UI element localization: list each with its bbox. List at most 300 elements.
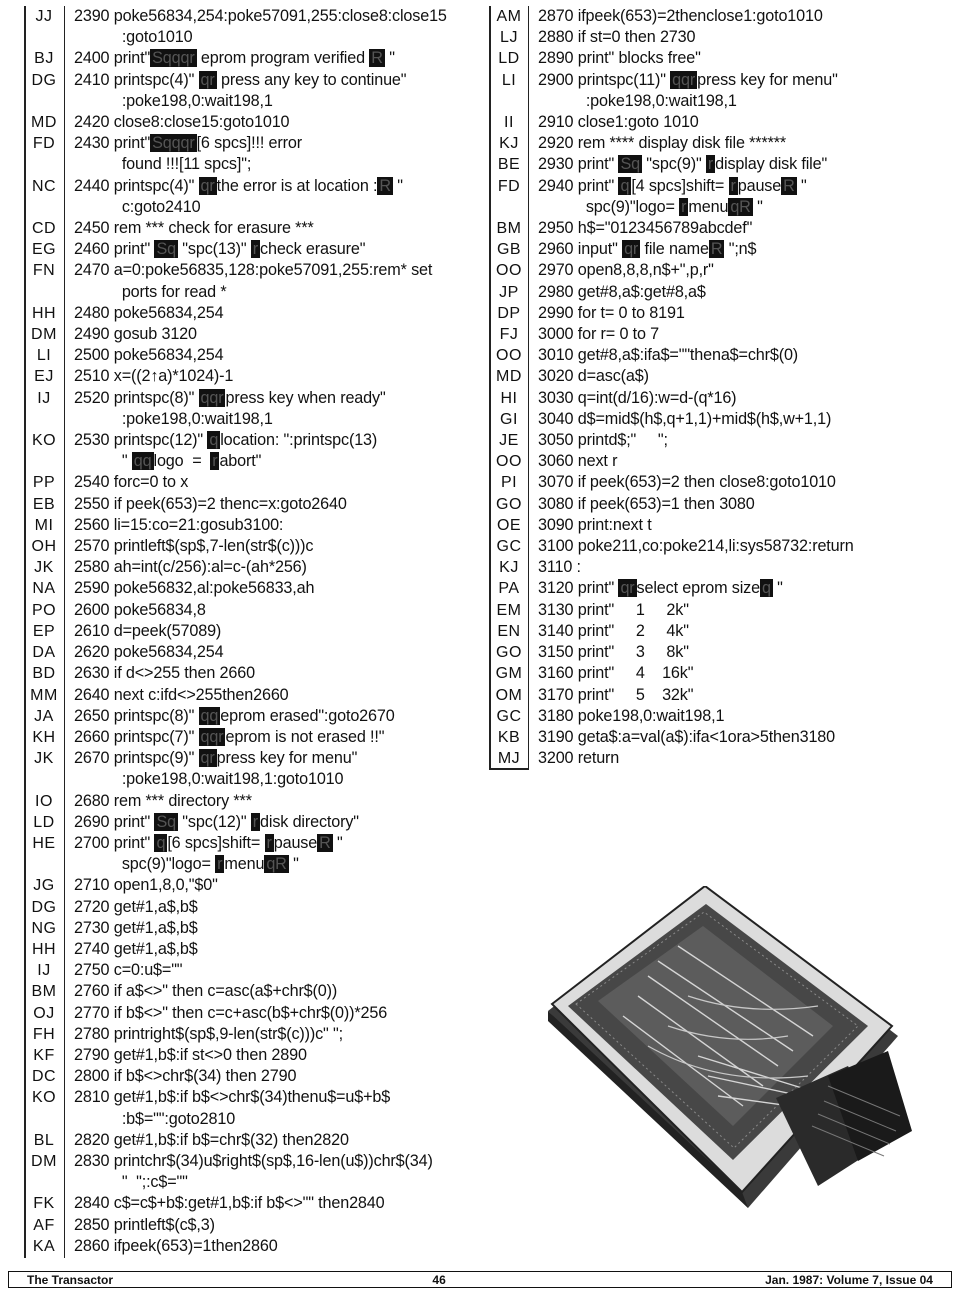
listing-row	[24, 303, 476, 324]
checksum-code: FH	[32, 1025, 56, 1043]
listing-row	[490, 494, 952, 515]
checksum-code: BL	[33, 1131, 55, 1149]
checksum-code: AM	[496, 8, 522, 25]
listing-row	[24, 494, 476, 515]
listing-row	[490, 324, 952, 345]
listing-row	[490, 621, 952, 642]
basic-code-line: 3000 for r= 0 to 7	[538, 325, 660, 344]
page-footer	[8, 1271, 952, 1288]
listing-left-column	[24, 6, 476, 1257]
checksum-code: NA	[32, 580, 56, 598]
checksum-code: PA	[498, 580, 520, 598]
reverse-video-control-code: qR	[266, 855, 287, 874]
reverse-video-control-code: r	[681, 197, 687, 216]
listing-row	[24, 791, 476, 812]
basic-code-line: found !!![11 spcs]";	[74, 155, 252, 174]
checksum-code: II	[504, 114, 514, 132]
listing-row	[24, 854, 476, 875]
checksum-code: FJ	[499, 326, 519, 344]
reverse-video-control-code: r	[212, 452, 218, 471]
basic-code-line: 2530 printspc(12)" q location: ":printspc(13)	[74, 431, 378, 450]
reverse-video-control-code: Sq	[156, 812, 176, 831]
checksum-code: NG	[31, 919, 57, 937]
basic-code-line: 2390 poke56834,254:poke57091,255:close8:close15	[74, 7, 447, 25]
basic-code-line: 3080 if peek(653)=1 then 3080	[538, 494, 755, 513]
checksum-code: OH	[31, 538, 57, 556]
basic-code-line: 3060 next r	[538, 452, 618, 471]
basic-code-line: 2680 rem *** directory ***	[74, 791, 252, 810]
listing-row	[24, 1172, 476, 1193]
listing-row	[490, 345, 952, 366]
basic-code-line: 2800 if b$<>chr$(34) then 2790	[74, 1067, 297, 1086]
listing-row	[490, 748, 952, 769]
listing-row	[490, 536, 952, 557]
checksum-code: DG	[31, 898, 57, 916]
checksum-code: GO	[496, 495, 522, 513]
listing-row	[490, 112, 952, 133]
basic-code-line: 2780 printright$(sp$,9-len(str$(c)))c" ";	[74, 1024, 343, 1043]
basic-code-line: 2460 print" Sq "spc(13)" r check erasure"	[74, 240, 366, 259]
listing-row	[24, 663, 476, 684]
basic-code-line: 2570 printleft$(sp$,7-len(str$(c)))c	[74, 537, 314, 556]
basic-code-line: 3100 poke211,co:poke214,li:sys58732:return	[538, 537, 854, 556]
reverse-video-control-code: R	[371, 49, 383, 68]
basic-code-line: 2560 li=15:co=21:gosub3100:	[74, 515, 284, 534]
checksum-code: BJ	[34, 50, 54, 68]
basic-code-line: :poke198,0:wait198,1	[74, 91, 273, 110]
checksum-code: BD	[32, 665, 56, 683]
reverse-video-control-code: qr	[620, 579, 635, 598]
basic-code-line: 2630 if d<>255 then 2660	[74, 664, 255, 683]
listing-right-column	[490, 6, 952, 769]
publication-name: The Transactor	[27, 1272, 114, 1287]
checksum-code: EM	[496, 601, 522, 619]
checksum-code: OO	[496, 453, 522, 471]
listing-row	[24, 1087, 476, 1108]
checksum-code: BM	[496, 220, 522, 238]
listing-row	[24, 1045, 476, 1066]
basic-code-line: 2720 get#1,a$,b$	[74, 897, 198, 916]
reverse-video-control-code: r	[730, 176, 736, 195]
basic-code-line: 2640 next c:ifd<>255then2660	[74, 685, 289, 704]
listing-row	[24, 557, 476, 578]
listing-row	[490, 27, 952, 48]
basic-code-line: 2740 get#1,a$,b$	[74, 939, 198, 958]
checksum-code: MJ	[497, 750, 521, 768]
basic-code-line: 2710 open1,8,0,"$0"	[74, 876, 218, 895]
reverse-video-control-code: q	[620, 176, 630, 195]
basic-code-line: 3140 print" 2 4k"	[538, 621, 689, 640]
basic-code-line: 2850 printleft$(c$,3)	[74, 1215, 215, 1234]
reverse-video-control-code: qr	[200, 176, 215, 195]
checksum-code: LJ	[500, 29, 518, 47]
basic-code-line: 2830 printchr$(34)u$right$(sp$,16-len(u$))chr$(34)	[74, 1151, 433, 1170]
listing-row	[24, 27, 476, 48]
listing-row	[24, 133, 476, 154]
basic-code-line: 3040 d$=mid$(h$,q+1,1)+mid$(h$,w+1,1)	[538, 409, 832, 428]
basic-code-line: spc(9)"logo= r menu qR "	[74, 855, 299, 874]
listing-row	[24, 218, 476, 239]
checksum-code: JE	[499, 432, 519, 450]
checksum-code: FK	[33, 1195, 55, 1213]
listing-row	[24, 1130, 476, 1151]
checksum-code: JG	[33, 877, 55, 895]
checksum-code: EG	[31, 241, 57, 259]
basic-code-line: 3020 d=asc(a$)	[538, 367, 649, 386]
basic-code-line: 2870 ifpeek(653)=2thenclose1:goto1010	[538, 7, 823, 25]
reverse-video-control-code: R	[319, 833, 331, 852]
basic-code-line: 3160 print" 4 16k"	[538, 664, 694, 683]
basic-code-line: 2660 printspc(7)" qqr eprom is not erased !!"	[74, 727, 385, 746]
basic-code-line: 2420 close8:close15:goto1010	[74, 113, 290, 132]
checksum-code: HI	[500, 389, 518, 407]
basic-code-line: 2860 ifpeek(653)=1then2860	[74, 1236, 278, 1255]
checksum-code: FN	[32, 262, 56, 280]
checksum-code: OJ	[33, 1004, 55, 1022]
basic-code-line: 2750 c=0:u$=""	[74, 961, 183, 980]
listing-row	[24, 472, 476, 493]
reverse-video-control-code: R	[783, 176, 795, 195]
listing-row	[24, 430, 476, 451]
listing-row	[24, 748, 476, 769]
listing-row	[24, 727, 476, 748]
listing-row	[24, 897, 476, 918]
listing-row	[24, 112, 476, 133]
basic-code-line: 2880 if st=0 then 2730	[538, 28, 696, 47]
reverse-video-control-code: Sqqqr	[152, 49, 195, 68]
reverse-video-control-code: qr	[624, 240, 639, 259]
checksum-code: GC	[496, 538, 522, 556]
reverse-video-control-code: r	[217, 855, 223, 874]
basic-code-line: 2840 c$=c$+b$:get#1,b$:if b$<>"" then2840	[74, 1194, 385, 1213]
basic-code-line: 2930 print" Sq "spc(9)" r display disk file"	[538, 155, 828, 174]
checksum-code: DC	[31, 1068, 57, 1086]
reverse-video-control-code: r	[266, 833, 272, 852]
listing-row	[490, 685, 952, 706]
checksum-code: EJ	[34, 368, 54, 386]
listing-row	[490, 6, 952, 27]
basic-code-line: 2620 poke56834,254	[74, 643, 224, 662]
reverse-video-control-code: qr	[200, 749, 215, 768]
basic-code-line: 2470 a=0:poke56835,128:poke57091,255:rem* set	[74, 261, 433, 280]
reverse-video-control-code: qqr	[672, 70, 696, 89]
basic-code-line: 2440 printspc(4)" qr the error is at location : R "	[74, 176, 403, 195]
checksum-code: LD	[33, 813, 55, 831]
checksum-code: GI	[500, 410, 518, 428]
basic-code-line: 2450 rem *** check for erasure ***	[74, 219, 314, 238]
checksum-code: GO	[496, 644, 522, 662]
checksum-code: JJ	[35, 8, 53, 25]
checksum-code: KO	[31, 1089, 57, 1107]
listing-row	[24, 536, 476, 557]
listing-row	[24, 48, 476, 69]
listing-row	[24, 960, 476, 981]
listing-row	[490, 727, 952, 748]
basic-code-line: 2980 get#8,a$:get#8,a$	[538, 282, 706, 301]
basic-code-line: 3010 get#8,a$:ifa$=""thena$=chr$(0)	[538, 346, 799, 365]
basic-code-line: 2910 close1:goto 1010	[538, 113, 699, 132]
listing-row	[490, 154, 952, 175]
listing-row	[490, 409, 952, 430]
circuit-board-photo	[528, 886, 914, 1216]
checksum-code: KB	[497, 728, 521, 746]
reverse-video-control-code: r	[252, 240, 259, 259]
basic-code-line: :poke198,0:wait198,1	[74, 409, 273, 428]
basic-code-line: 2670 printspc(9)" qr press key for menu"	[74, 749, 358, 768]
basic-code-line: 2550 if peek(653)=2 thenc=x:goto2640	[74, 494, 347, 513]
checksum-code: DM	[31, 1152, 57, 1170]
listing-row	[490, 430, 952, 451]
basic-code-line: 2580 ah=int(c/256):al=c-(ah*256)	[74, 558, 307, 577]
checksum-code: HH	[31, 304, 57, 322]
listing-row	[24, 875, 476, 896]
listing-row	[24, 366, 476, 387]
checksum-code: CD	[31, 220, 57, 238]
listing-row	[490, 197, 952, 218]
listing-row	[490, 388, 952, 409]
listing-row	[490, 706, 952, 727]
basic-code-line: 3180 poke198,0:wait198,1	[538, 706, 725, 725]
checksum-code: KH	[32, 728, 56, 746]
basic-code-line: :poke198,0:wait198,1	[538, 91, 737, 110]
basic-code-line: 3070 if peek(653)=2 then close8:goto1010	[538, 473, 836, 492]
basic-code-line: 2540 forc=0 to x	[74, 473, 189, 492]
checksum-code: GB	[496, 241, 522, 259]
basic-code-line: 2500 poke56834,254	[74, 346, 224, 365]
listing-row	[490, 48, 952, 69]
checksum-code: KJ	[499, 135, 519, 153]
checksum-code: KJ	[499, 559, 519, 577]
listing-row	[24, 1215, 476, 1236]
checksum-code: KO	[31, 432, 57, 450]
basic-code-line: 2600 poke56834,8	[74, 600, 206, 619]
reverse-video-control-code: q	[156, 833, 166, 852]
basic-code-line: 2400 print" Sqqqr eprom program verified R "	[74, 49, 395, 68]
listing-row	[24, 239, 476, 260]
listing-row	[24, 1109, 476, 1130]
checksum-code: GC	[496, 707, 522, 725]
listing-row	[24, 981, 476, 1002]
checksum-code: OE	[496, 516, 522, 534]
listing-row	[24, 451, 476, 472]
reverse-video-control-code: qq	[200, 706, 219, 725]
listing-row	[24, 91, 476, 112]
listing-row	[24, 1236, 476, 1257]
checksum-code: EB	[32, 495, 56, 513]
board-photo-shapes	[548, 886, 912, 1208]
listing-row	[24, 1066, 476, 1087]
reverse-video-control-code: Sq	[620, 155, 640, 174]
basic-code-line: 2770 if b$<>" then c=c+asc(b$+chr$(0))*256	[74, 1003, 388, 1022]
checksum-code: PI	[500, 474, 518, 492]
basic-code-line: 2990 for t= 0 to 8191	[538, 303, 685, 322]
checksum-code: JK	[34, 750, 54, 768]
listing-row	[490, 133, 952, 154]
listing-row	[24, 260, 476, 281]
basic-code-line: 3050 printd$;" ";	[538, 431, 668, 450]
listing-row	[24, 70, 476, 91]
listing-row	[24, 918, 476, 939]
checksum-code: DP	[497, 304, 521, 322]
checksum-code: FD	[497, 177, 521, 195]
reverse-video-control-code: qR	[730, 197, 751, 216]
reverse-video-control-code: qq	[133, 452, 152, 471]
listing-row	[24, 769, 476, 790]
listing-row	[490, 366, 952, 387]
checksum-code: LI	[36, 347, 52, 365]
checksum-code: MI	[34, 516, 54, 534]
listing-row	[24, 1193, 476, 1214]
listing-row	[490, 176, 952, 197]
checksum-code: PP	[32, 474, 56, 492]
basic-code-line: 2820 get#1,b$:if b$=chr$(32) then2820	[74, 1130, 349, 1149]
checksum-code: NC	[31, 177, 57, 195]
basic-code-line: ports for read *	[74, 282, 227, 301]
listing-row	[24, 154, 476, 175]
listing-row	[24, 706, 476, 727]
basic-code-line: 2950 h$="0123456789abcdef"	[538, 219, 753, 238]
listing-row	[490, 239, 952, 260]
basic-code-line: 3030 q=int(d/16):w=d-(q*16)	[538, 388, 737, 407]
basic-code-line: 2890 print" blocks free"	[538, 49, 701, 68]
reverse-video-control-code: Sqqqr	[152, 134, 195, 153]
listing-row	[24, 388, 476, 409]
checksum-code: PO	[31, 601, 57, 619]
listing-row	[24, 685, 476, 706]
checksum-code: HH	[31, 940, 57, 958]
listing-row	[24, 176, 476, 197]
checksum-code: AF	[33, 1216, 55, 1234]
reverse-video-control-code: R	[710, 240, 723, 259]
listing-row	[490, 472, 952, 493]
checksum-code: JK	[34, 559, 54, 577]
basic-code-line: 3110 :	[538, 558, 581, 577]
checksum-code: EP	[32, 622, 56, 640]
listing-row	[24, 939, 476, 960]
checksum-code: MM	[30, 686, 58, 704]
basic-code-line: 2900 printspc(11)" qqr press key for menu"	[538, 70, 838, 89]
checksum-code: BM	[31, 983, 57, 1001]
reverse-video-control-code: q	[209, 431, 219, 450]
basic-code-line: :poke198,0:wait198,1:goto1010	[74, 770, 344, 789]
checksum-code: KF	[33, 1046, 55, 1064]
checksum-code: IO	[35, 792, 53, 810]
reverse-video-control-code: qqr	[200, 388, 224, 407]
basic-code-line: 2700 print" q [6 spcs]shift= r pause R "	[74, 833, 343, 852]
checksum-code: OM	[495, 686, 523, 704]
checksum-code: IJ	[37, 389, 51, 407]
checksum-code: DA	[32, 644, 56, 662]
reverse-video-control-code: Sq	[156, 240, 176, 259]
basic-code-line: " qq logo = r abort"	[74, 452, 262, 471]
page-number: 46	[432, 1272, 446, 1287]
listing-row	[24, 1151, 476, 1172]
listing-row	[24, 833, 476, 854]
listing-row	[490, 600, 952, 621]
listing-row	[24, 345, 476, 366]
basic-code-line: 2520 printspc(8)" qqr press key when ready"	[74, 388, 386, 407]
basic-code-line: 2490 gosub 3120	[74, 325, 197, 344]
listing-row	[490, 515, 952, 536]
basic-code-line: 3090 print:next t	[538, 515, 652, 534]
checksum-code: MD	[496, 368, 522, 386]
listing-row	[24, 600, 476, 621]
checksum-code: OO	[496, 347, 522, 365]
listing-row	[24, 515, 476, 536]
basic-code-line: " ";:c$=""	[74, 1173, 188, 1192]
basic-code-line: 2730 get#1,a$,b$	[74, 918, 198, 937]
listing-row	[24, 1024, 476, 1045]
basic-code-line: 2810 get#1,b$:if b$<>chr$(34)thenu$=u$+b$	[74, 1088, 391, 1107]
basic-code-line: 2690 print" Sq "spc(12)" r disk directory"	[74, 812, 359, 831]
basic-code-line: 3150 print" 3 8k"	[538, 643, 689, 662]
listing-row	[24, 282, 476, 303]
basic-code-line: 2430 print" Sqqqr [6 spcs]!!! error	[74, 134, 302, 153]
listing-row	[24, 812, 476, 833]
basic-code-line: c:goto2410	[74, 197, 201, 216]
checksum-code: JP	[499, 283, 519, 301]
checksum-code: LI	[501, 71, 517, 89]
checksum-code: BE	[497, 156, 521, 174]
basic-code-line: 2480 poke56834,254	[74, 303, 224, 322]
listing-row	[490, 70, 952, 91]
basic-code-line: 2650 printspc(8)" qq eprom erased":goto2670	[74, 706, 395, 725]
basic-code-line: 2410 printspc(4)" qr press any key to continue"	[74, 70, 407, 89]
basic-code-line: 3190 geta$:a=val(a$):ifa<1ora>5then3180	[538, 727, 836, 746]
checksum-code: FD	[32, 135, 56, 153]
checksum-code: DM	[31, 326, 57, 344]
listing-row	[24, 6, 476, 27]
reverse-video-control-code: R	[379, 176, 391, 195]
listing-row	[24, 578, 476, 599]
listing-row	[24, 324, 476, 345]
listing-row	[490, 451, 952, 472]
basic-code-line: 2590 poke56832,al:poke56833,ah	[74, 579, 315, 598]
checksum-code: EN	[497, 622, 521, 640]
listing-row	[490, 303, 952, 324]
basic-code-line: spc(9)"logo= r menu qR "	[538, 197, 763, 216]
basic-code-line: 2970 open8,8,8,n$+",p,r"	[538, 261, 714, 280]
checksum-code: JA	[34, 707, 54, 725]
checksum-code: OO	[496, 262, 522, 280]
basic-code-line: :b$="":goto2810	[74, 1109, 236, 1128]
listing-row	[490, 578, 952, 599]
listing-row	[24, 409, 476, 430]
listing-row	[490, 218, 952, 239]
checksum-code: KA	[32, 1237, 56, 1255]
reverse-video-control-code: r	[707, 155, 714, 174]
basic-code-line: 2960 input" qr file name R ";n$	[538, 240, 757, 259]
basic-code-line: 2920 rem **** display disk file ******	[538, 134, 787, 153]
reverse-video-control-code: qr	[200, 70, 215, 89]
listing-row	[24, 642, 476, 663]
issue-info: Jan. 1987: Volume 7, Issue 04	[765, 1272, 933, 1287]
listing-row	[24, 1003, 476, 1024]
listing-row	[24, 197, 476, 218]
checksum-code: IJ	[37, 962, 51, 980]
checksum-code: MD	[31, 114, 57, 132]
checksum-code: LD	[498, 50, 520, 68]
basic-code-line: 3130 print" 1 2k"	[538, 600, 689, 619]
basic-code-line: 3170 print" 5 32k"	[538, 685, 694, 704]
basic-code-line: 2790 get#1,b$:if st<>0 then 2890	[74, 1045, 307, 1064]
basic-code-line: 2760 if a$<>" then c=asc(a$+chr$(0))	[74, 982, 338, 1001]
checksum-code: GM	[495, 665, 523, 683]
listing-row	[490, 642, 952, 663]
basic-code-line: 3120 print" qr select eprom size q "	[538, 579, 783, 598]
reverse-video-control-code: qqr	[200, 727, 224, 746]
listing-row	[490, 663, 952, 684]
